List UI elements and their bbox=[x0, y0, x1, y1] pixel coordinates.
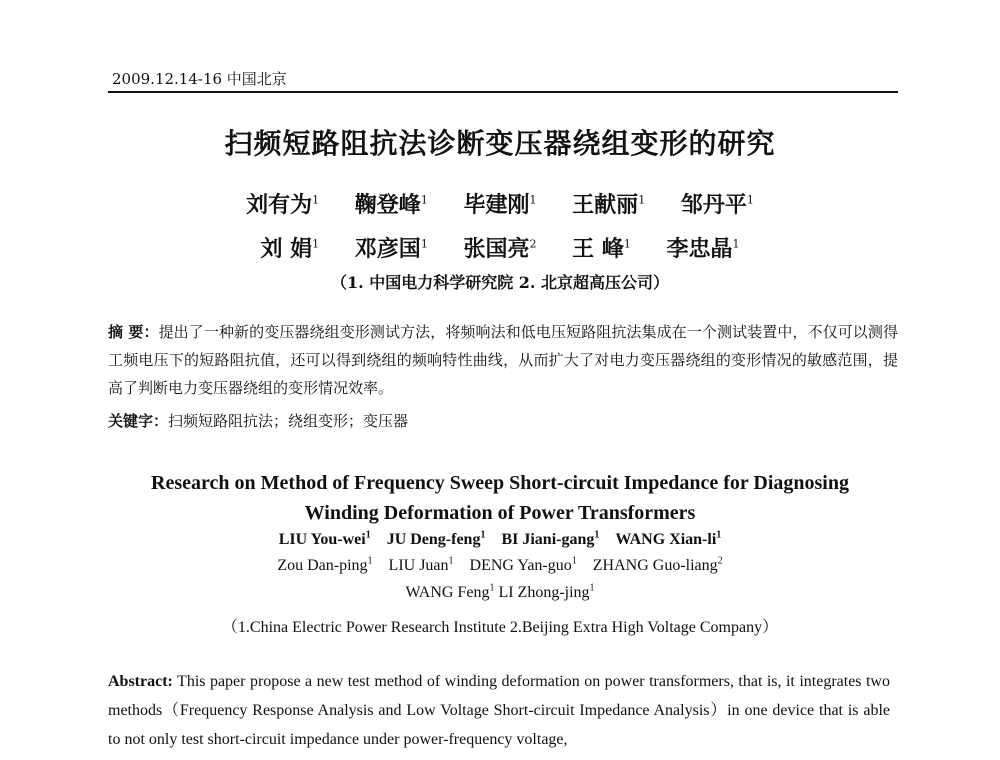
en-author: WANG Feng$^1$ bbox=[405, 583, 495, 602]
english-title-line1: Research on Method of Frequency Sweep Short-circuit Impedance for Diagnosing bbox=[151, 472, 849, 494]
en-author: Zou Dan-ping$^1$ bbox=[277, 556, 373, 575]
english-authors-line1 bbox=[0, 530, 1000, 549]
cn-author: 王献丽$^1$ bbox=[572, 192, 646, 218]
en-author: LIU You-wei$^1$ bbox=[278, 530, 371, 549]
english-affiliation: （1.China Electric Power Research Institute 2.Beijing Extra High Voltage Company） bbox=[221, 619, 779, 636]
cn-author: 李忠晶$^1$ bbox=[666, 236, 740, 262]
en-author: LI Zhong-jing$^1$ bbox=[498, 583, 595, 602]
cn-author: 邹丹平$^1$ bbox=[680, 192, 754, 218]
cn-author: 张国亮$^2$ bbox=[463, 236, 537, 262]
en-abstract-text: This paper propose a new test method of winding deformation on power transformers, that is, it integrates two methods（Frequency Response Analysis and Low Voltage Short-circuit Impedance Analysis）in one device that is able to not only test short-circuit impedance under power-frequency voltage, bbox=[108, 673, 890, 748]
english-title bbox=[0, 468, 1000, 528]
en-author: WANG Xian-$li^1$ bbox=[615, 530, 722, 549]
cn-author: 毕建刚$^1$ bbox=[463, 192, 537, 218]
cn-keywords-label: 关键字： bbox=[108, 412, 169, 430]
en-author: BI Jiani-gang$^1$ bbox=[501, 530, 600, 549]
cn-abstract-text: 提出了一种新的变压器绕组变形测试方法，将频响法和低电压短路阻抗法集成在一个测试装置中，不仅可以测得工频电压下的短路阻抗值，还可以得到绕组的频响特性曲线，从而扩大了对电力变压器绕组的变形情况的敏感范围，提高了判断电力变压器绕组的变形情况效率。 bbox=[108, 323, 898, 397]
cn-author: 刘 娟$^1$ bbox=[260, 236, 320, 262]
chinese-authors-row1 bbox=[0, 188, 1000, 219]
en-author: DENG Yan-guo$^1$ bbox=[469, 556, 577, 575]
cn-keywords-text: 扫频短路阻抗法；绕组变形；变压器 bbox=[168, 412, 409, 430]
en-author: JU Deng-feng$^1$ bbox=[386, 530, 486, 549]
en-abstract-label: Abstract: bbox=[108, 673, 173, 690]
cn-author: 鞠登峰$^1$ bbox=[354, 192, 428, 218]
chinese-authors-row2 bbox=[0, 232, 1000, 263]
cn-author: 邓彦国$^1$ bbox=[354, 236, 428, 262]
chinese-title: 扫频短路阻抗法诊断变压器绕组变形的研究 bbox=[224, 127, 776, 160]
english-authors-line2 bbox=[0, 556, 1000, 575]
english-abstract bbox=[108, 667, 890, 754]
cn-abstract-label: 摘 要： bbox=[108, 323, 159, 341]
cn-author: 王 峰$^1$ bbox=[572, 236, 631, 262]
chinese-affiliation: （1. 中国电力科学研究院 2. 北京超高压公司） bbox=[330, 273, 670, 292]
english-authors-line3 bbox=[0, 583, 1000, 602]
en-author: ZHANG Guo-liang$^2$ bbox=[592, 556, 723, 575]
english-title-line2: Winding Deformation of Power Transformers bbox=[304, 502, 696, 524]
en-author: LIU Juan$^1$ bbox=[388, 556, 454, 575]
cn-author: 刘有为$^1$ bbox=[246, 192, 320, 218]
chinese-keywords bbox=[108, 410, 408, 431]
header-rule bbox=[108, 91, 898, 93]
conference-header: 2009.12.14-16 中国北京 bbox=[112, 70, 287, 88]
chinese-abstract bbox=[108, 318, 898, 402]
